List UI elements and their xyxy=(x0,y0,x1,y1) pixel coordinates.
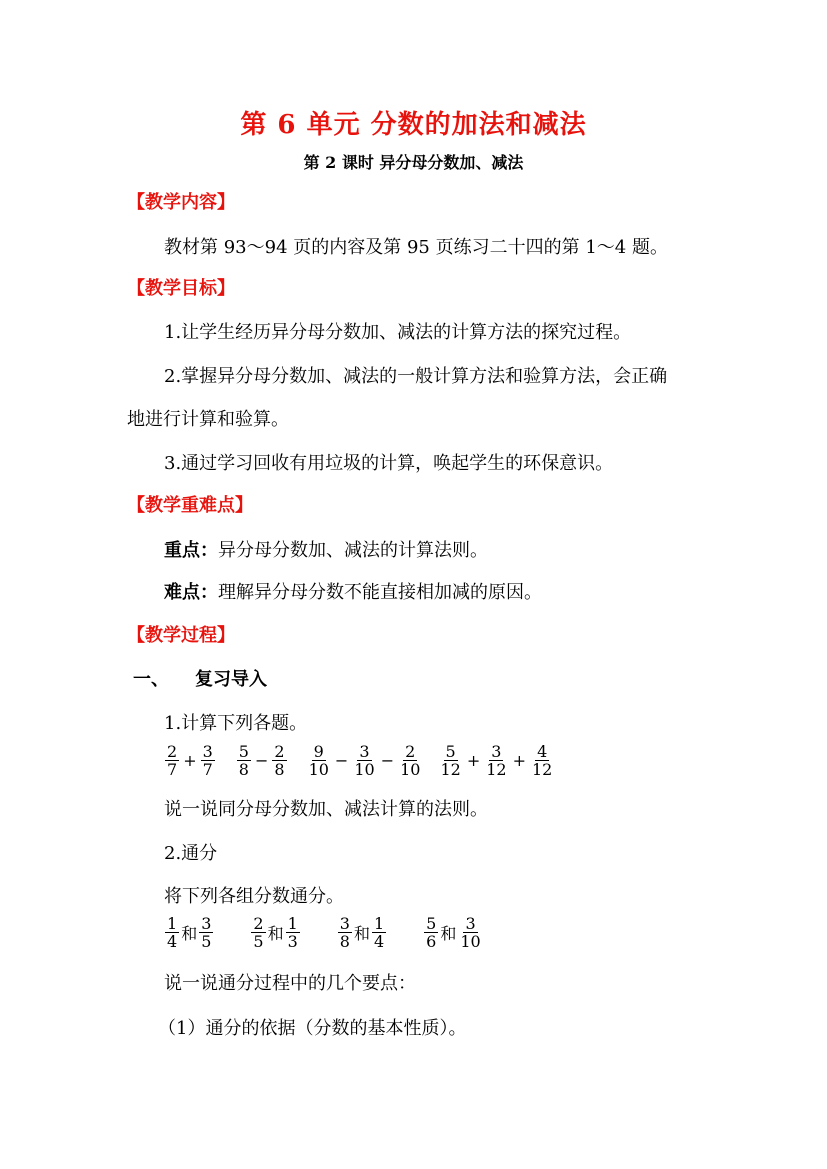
numerator: 3 xyxy=(465,914,476,933)
fraction xyxy=(423,915,439,950)
fraction-pair xyxy=(250,915,300,950)
difficult-point xyxy=(164,578,542,604)
numerator: 3 xyxy=(201,914,212,933)
goal-2-line-1: 2.掌握异分母分数加、减法的一般计算方法和验算方法，会正确 xyxy=(164,366,668,387)
numerator: 5 xyxy=(238,742,249,761)
exercise-1-expressions xyxy=(164,743,555,778)
operator: + xyxy=(466,751,481,770)
operator: − xyxy=(334,751,349,770)
fraction xyxy=(306,743,332,778)
fraction xyxy=(337,915,353,950)
operator: + xyxy=(512,751,526,770)
denominator: 12 xyxy=(486,760,507,779)
content-text: 教材第 93～94 页的内容及第 95 页练习二十四的第 1～4 题。 xyxy=(164,237,668,258)
heading-goals: 【教学目标】 xyxy=(127,278,235,299)
numerator: 3 xyxy=(491,742,502,761)
operator: + xyxy=(183,751,197,770)
heading-process: 【教学过程】 xyxy=(127,625,235,646)
fraction-pair xyxy=(337,915,387,950)
fraction xyxy=(164,915,180,950)
denominator: 5 xyxy=(201,932,212,951)
fraction xyxy=(236,743,252,778)
part-1-title: 复习导入 xyxy=(195,669,267,690)
numerator: 2 xyxy=(167,742,178,761)
numerator: 3 xyxy=(359,742,370,761)
fraction xyxy=(164,743,180,778)
joiner: 和 xyxy=(267,924,284,943)
fraction xyxy=(457,915,483,950)
denominator: 10 xyxy=(400,760,421,779)
numerator: 1 xyxy=(287,914,298,933)
fraction xyxy=(250,915,266,950)
part-1-heading xyxy=(133,665,267,691)
operator: − xyxy=(380,751,395,770)
denominator: 8 xyxy=(274,760,285,779)
expression xyxy=(306,743,424,778)
numerator: 4 xyxy=(537,742,548,761)
denominator: 10 xyxy=(354,760,375,779)
fraction-pair xyxy=(423,915,484,950)
goal-1: 1.让学生经历异分母分数加、减法的计算方法的探究过程。 xyxy=(164,322,632,343)
numerator: 9 xyxy=(313,742,324,761)
numerator: 1 xyxy=(167,914,178,933)
goal-2-line-2: 地进行计算和验算。 xyxy=(127,409,289,430)
denominator: 3 xyxy=(287,932,298,951)
expression xyxy=(236,743,288,778)
question-2-instruction: 说一说通分过程中的几个要点： xyxy=(164,973,416,994)
question-2: 2.通分 xyxy=(164,843,218,864)
goal-3: 3.通过学习回收有用垃圾的计算，唤起学生的环保意识。 xyxy=(164,453,614,474)
denominator: 7 xyxy=(202,760,213,779)
denominator: 5 xyxy=(253,932,264,951)
fraction-pair xyxy=(164,915,214,950)
numerator: 3 xyxy=(202,742,213,761)
fraction xyxy=(351,743,377,778)
operator: − xyxy=(254,751,269,770)
question-1: 1.计算下列各题。 xyxy=(164,713,308,734)
numerator: 5 xyxy=(445,742,456,761)
question-1-instruction: 说一说同分母分数加、减法计算的法则。 xyxy=(164,799,488,820)
denominator: 8 xyxy=(238,760,249,779)
denominator: 4 xyxy=(167,932,178,951)
point-1: （1）通分的依据（分数的基本性质）。 xyxy=(158,1018,467,1039)
fraction xyxy=(483,743,509,778)
key-label: 重点： xyxy=(164,540,218,561)
denominator: 8 xyxy=(339,932,350,951)
expression xyxy=(437,743,555,778)
difficult-text: 理解异分母分数不能直接相加减的原因。 xyxy=(218,582,542,603)
denominator: 10 xyxy=(460,932,481,951)
joiner: 和 xyxy=(440,924,457,943)
denominator: 7 xyxy=(167,760,178,779)
fraction xyxy=(371,915,387,950)
difficult-label: 难点： xyxy=(164,582,218,603)
heading-key-points: 【教学重难点】 xyxy=(127,495,253,516)
joiner: 和 xyxy=(181,924,198,943)
numerator: 2 xyxy=(405,742,416,761)
numerator: 5 xyxy=(426,914,437,933)
key-point xyxy=(164,536,488,562)
fraction xyxy=(437,743,463,778)
fraction xyxy=(285,915,301,950)
denominator: 6 xyxy=(426,932,437,951)
denominator: 12 xyxy=(440,760,461,779)
page-title: 第 6 单元 分数的加法和减法 xyxy=(240,110,587,140)
exercise-2-pairs xyxy=(164,915,484,950)
numerator: 3 xyxy=(339,914,350,933)
numerator: 1 xyxy=(373,914,385,933)
fraction xyxy=(397,743,423,778)
expression xyxy=(164,743,216,778)
denominator: 4 xyxy=(373,932,385,951)
fraction xyxy=(271,743,287,778)
joiner: 和 xyxy=(353,924,370,943)
fraction xyxy=(200,743,216,778)
heading-content: 【教学内容】 xyxy=(127,192,235,213)
denominator: 10 xyxy=(308,760,329,779)
numerator: 2 xyxy=(274,742,285,761)
fraction xyxy=(529,743,555,778)
denominator: 12 xyxy=(531,760,553,779)
numerator: 2 xyxy=(253,914,264,933)
key-text: 异分母分数加、减法的计算法则。 xyxy=(218,540,488,561)
question-2-text: 将下列各组分数通分。 xyxy=(164,886,344,907)
part-1-number: 一、 xyxy=(133,669,169,690)
fraction xyxy=(198,915,214,950)
lesson-subtitle: 第 2 课时 异分母分数加、减法 xyxy=(303,153,524,172)
